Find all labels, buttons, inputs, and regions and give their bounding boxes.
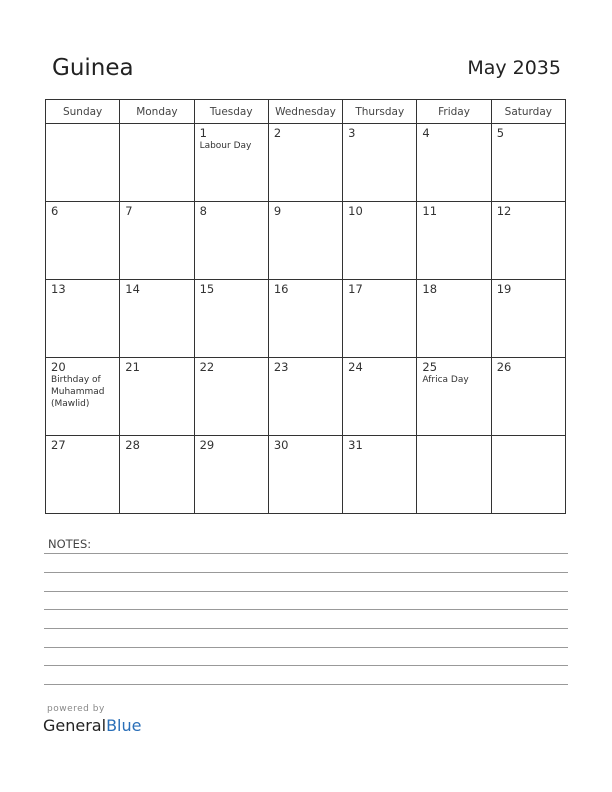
day-cell[interactable] bbox=[268, 358, 342, 436]
brand-blue-text: Blue bbox=[106, 716, 142, 735]
day-cell[interactable] bbox=[417, 124, 491, 202]
day-number: 15 bbox=[199, 282, 215, 296]
day-number: 28 bbox=[125, 438, 140, 452]
holiday-label: Africa Day bbox=[422, 375, 469, 385]
day-number: 23 bbox=[273, 360, 289, 374]
day-number bbox=[120, 124, 193, 126]
day-number: 9 bbox=[273, 204, 282, 218]
day-cell[interactable] bbox=[268, 202, 342, 280]
day-number: 2 bbox=[273, 126, 282, 140]
day-number: 5 bbox=[496, 126, 505, 140]
day-number bbox=[46, 124, 119, 126]
note-line bbox=[44, 591, 568, 592]
country-title: Guinea bbox=[52, 55, 134, 81]
note-line bbox=[44, 628, 568, 629]
brand-logo[interactable] bbox=[43, 716, 141, 735]
day-cell[interactable] bbox=[343, 436, 417, 514]
day-cell[interactable] bbox=[491, 202, 565, 280]
holiday-label: Labour Day bbox=[199, 141, 252, 151]
day-cell[interactable] bbox=[268, 280, 342, 358]
day-cell[interactable] bbox=[268, 124, 342, 202]
day-number: 22 bbox=[199, 360, 215, 374]
day-cell[interactable] bbox=[417, 436, 491, 514]
day-number: 24 bbox=[348, 360, 363, 374]
day-number: 27 bbox=[51, 438, 66, 452]
day-number: 10 bbox=[348, 204, 363, 218]
day-cell[interactable] bbox=[417, 280, 491, 358]
note-line bbox=[44, 665, 568, 666]
day-cell[interactable] bbox=[120, 436, 194, 514]
day-number: 30 bbox=[273, 438, 289, 452]
day-cell[interactable] bbox=[120, 124, 194, 202]
day-number: 8 bbox=[199, 204, 207, 218]
powered-by-text: powered by bbox=[47, 704, 105, 714]
day-number: 29 bbox=[199, 438, 215, 452]
day-number: 19 bbox=[496, 282, 512, 296]
day-number: 17 bbox=[348, 282, 363, 296]
day-number: 3 bbox=[348, 126, 356, 140]
weekday-saturday: Saturday bbox=[491, 100, 565, 124]
day-number bbox=[417, 436, 490, 438]
weekday-thursday: Thursday bbox=[343, 100, 417, 124]
day-cell[interactable] bbox=[343, 202, 417, 280]
day-number: 26 bbox=[496, 360, 512, 374]
day-number: 14 bbox=[125, 282, 140, 296]
day-number: 21 bbox=[125, 360, 140, 374]
day-cell[interactable] bbox=[194, 202, 268, 280]
day-cell[interactable] bbox=[417, 202, 491, 280]
day-cell[interactable] bbox=[46, 202, 120, 280]
day-number: 12 bbox=[496, 204, 512, 218]
brand-general-text: General bbox=[43, 716, 107, 735]
day-cell[interactable] bbox=[46, 280, 120, 358]
day-cell[interactable] bbox=[343, 124, 417, 202]
day-number bbox=[492, 436, 565, 438]
day-cell[interactable] bbox=[491, 358, 565, 436]
day-cell[interactable] bbox=[343, 280, 417, 358]
day-cell[interactable] bbox=[46, 358, 120, 436]
note-line bbox=[44, 572, 568, 573]
note-line bbox=[44, 553, 568, 554]
day-cell[interactable] bbox=[194, 436, 268, 514]
holiday-label: Birthday of Muhammad (Mawlid) bbox=[51, 375, 105, 409]
calendar-grid bbox=[45, 99, 566, 514]
note-line bbox=[44, 609, 568, 610]
day-number: 18 bbox=[422, 282, 438, 296]
day-cell[interactable] bbox=[491, 124, 565, 202]
day-cell[interactable] bbox=[343, 358, 417, 436]
day-number: 4 bbox=[422, 126, 430, 140]
week-row bbox=[46, 436, 566, 514]
note-line bbox=[44, 647, 568, 648]
day-number: 31 bbox=[348, 438, 363, 452]
note-line bbox=[44, 684, 568, 685]
week-row bbox=[46, 280, 566, 358]
weekday-wednesday: Wednesday bbox=[268, 100, 342, 124]
week-row bbox=[46, 202, 566, 280]
month-year-title: May 2035 bbox=[467, 57, 561, 79]
day-cell[interactable] bbox=[417, 358, 491, 436]
day-cell[interactable] bbox=[46, 124, 120, 202]
day-number: 20 bbox=[51, 360, 66, 374]
day-cell[interactable] bbox=[194, 280, 268, 358]
weekday-tuesday: Tuesday bbox=[194, 100, 268, 124]
day-cell[interactable] bbox=[194, 358, 268, 436]
day-number: 25 bbox=[422, 360, 438, 374]
day-cell[interactable] bbox=[120, 280, 194, 358]
weekday-friday: Friday bbox=[417, 100, 491, 124]
day-cell[interactable] bbox=[120, 202, 194, 280]
weekday-header-row bbox=[46, 100, 566, 124]
week-row bbox=[46, 358, 566, 436]
notes-label: NOTES: bbox=[48, 537, 92, 551]
day-cell[interactable] bbox=[491, 436, 565, 514]
weekday-monday: Monday bbox=[120, 100, 194, 124]
calendar-body bbox=[46, 124, 566, 514]
day-number: 13 bbox=[51, 282, 66, 296]
day-number: 11 bbox=[422, 204, 438, 218]
day-cell[interactable] bbox=[491, 280, 565, 358]
weekday-sunday: Sunday bbox=[46, 100, 120, 124]
day-number: 7 bbox=[125, 204, 133, 218]
week-row bbox=[46, 124, 566, 202]
day-number: 6 bbox=[51, 204, 59, 218]
day-number: 16 bbox=[273, 282, 289, 296]
day-cell[interactable] bbox=[46, 436, 120, 514]
day-cell[interactable] bbox=[194, 124, 268, 202]
day-cell[interactable] bbox=[120, 358, 194, 436]
day-number: 1 bbox=[199, 126, 207, 140]
day-cell[interactable] bbox=[268, 436, 342, 514]
